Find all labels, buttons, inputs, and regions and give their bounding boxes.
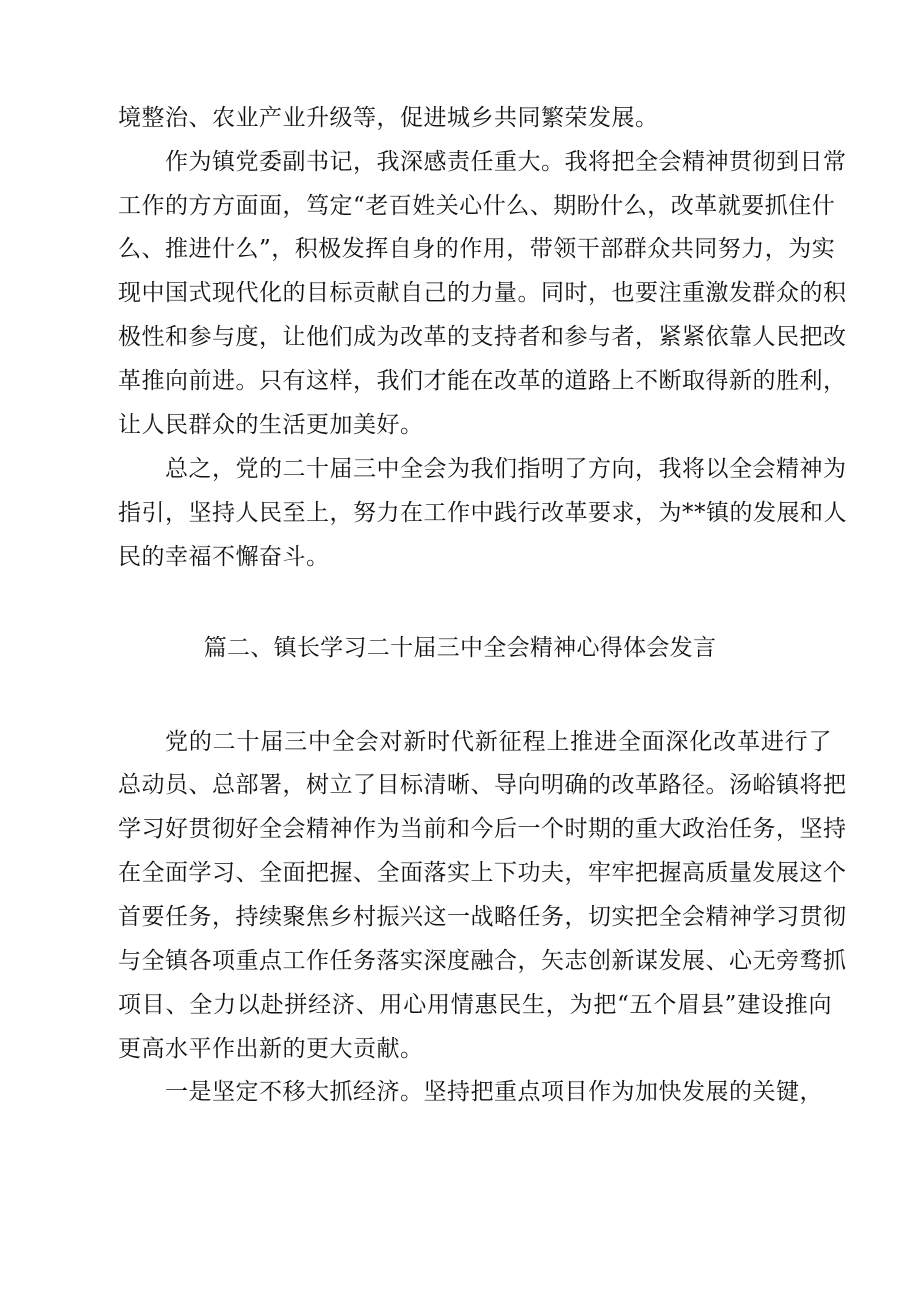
paragraph-line: 指引，坚持人民至上，努力在工作中践行改革要求，为**镇的发展和人 xyxy=(118,500,847,526)
paragraph-line: 学习好贯彻好全会精神作为当前和今后一个时期的重大政治任务，坚持 xyxy=(118,816,847,842)
paragraph-line: 与全镇各项重点工作任务落实深度融合，矢志创新谋发展、心无旁骛抓 xyxy=(118,948,847,974)
paragraph-line: 极性和参与度，让他们成为改革的支持者和参与者，紧紧依靠人民把改 xyxy=(118,324,847,350)
paragraph-line: 民的幸福不懈奋斗。 xyxy=(118,544,330,570)
paragraph-line: 让人民群众的生活更加美好。 xyxy=(118,412,424,438)
section-heading: 篇二、镇长学习二十届三中全会精神心得体会发言 xyxy=(203,635,717,661)
paragraph-line: 现中国式现代化的目标贡献自己的力量。同时，也要注重激发群众的积 xyxy=(118,280,847,306)
paragraph-line: 革推向前进。只有这样，我们才能在改革的道路上不断取得新的胜利， xyxy=(118,368,847,394)
paragraph-line: 首要任务，持续聚焦乡村振兴这一战略任务，切实把全会精神学习贯彻 xyxy=(118,904,847,930)
paragraph-line: 作为镇党委副书记，我深感责任重大。我将把全会精神贯彻到日常 xyxy=(165,149,847,175)
paragraph-line: 总动员、总部署，树立了目标清晰、导向明确的改革路径。汤峪镇将把 xyxy=(118,772,847,798)
paragraph-line: 项目、全力以赴拼经济、用心用情惠民生，为把“五个眉县”建设推向 xyxy=(118,992,832,1018)
paragraph-line: 更高水平作出新的更大贡献。 xyxy=(118,1036,424,1062)
paragraph-line: 一是坚定不移大抓经济。坚持把重点项目作为加快发展的关键， xyxy=(165,1079,823,1105)
paragraph-line: 总之，党的二十届三中全会为我们指明了方向，我将以全会精神为 xyxy=(165,456,847,482)
paragraph-line: 党的二十届三中全会对新时代新征程上推进全面深化改革进行了 xyxy=(165,729,832,755)
paragraph-line: 么、推进什么”，积极发挥自身的作用，带领干部群众共同努力，为实 xyxy=(118,236,836,262)
paragraph-line: 境整治、农业产业升级等，促进城乡共同繁荣发展。 xyxy=(118,105,659,131)
paragraph-line: 工作的方方面面，笃定“老百姓关心什么、期盼什么，改革就要抓住什 xyxy=(118,193,836,219)
paragraph-line: 在全面学习、全面把握、全面落实上下功夫，牢牢把握高质量发展这个 xyxy=(118,860,847,886)
